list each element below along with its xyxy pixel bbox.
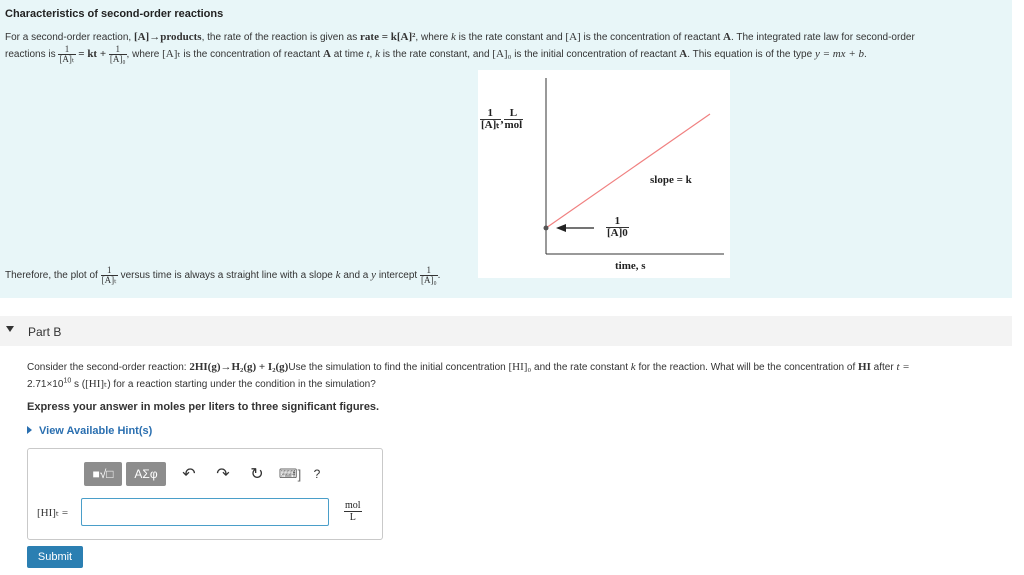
templates-button[interactable]: ■√□ — [84, 462, 122, 486]
fraction-1-over-At: $\frac{1}{\text{[A]ₜ}}$ — [59, 44, 75, 64]
answer-box — [27, 448, 383, 540]
second-order-graph — [478, 70, 730, 278]
equation-toolbar — [84, 462, 330, 486]
intercept-arrow-head — [556, 224, 566, 232]
expand-triangle-icon — [27, 426, 32, 434]
answer-unit: mol L — [345, 500, 361, 523]
therefore-line: Therefore, the plot of $\frac{1}{\text{[A]ₜ}}$ versus time is always a straight line with a slope k and a y intercept $\frac{1}{\text{[A]₀}}$ . — [5, 265, 441, 285]
graph-y-axis-label: $\frac{1}{\text{[A]ₜ}}$ , $\frac{L}{\text{mol}}$ — [481, 107, 523, 131]
graph-intercept-point — [544, 226, 549, 231]
submit-button[interactable]: Submit — [27, 546, 83, 568]
intro-title: Characteristics of second-order reactions — [5, 8, 224, 20]
reset-icon[interactable]: ↻ — [250, 466, 264, 483]
symbols-button[interactable]: ΑΣφ — [126, 462, 166, 486]
answer-label: [HI]ₜ = — [37, 507, 69, 519]
hi-reaction: 2HI(g)→H₂(g) + I₂(g) — [189, 361, 289, 373]
redo-icon[interactable]: ↷ — [216, 466, 230, 483]
part-b-header[interactable] — [0, 316, 1012, 346]
intro-line-2: reactions is $\frac{1}{\text{[A]ₜ}}$ = kt + $\frac{1}{\text{[A]₀}}$ , where [A]ₜ is the concentration of reactant A at time t, k is the rate constant, and [A]₀ is the initial concentration of reactant A. This equation is of the type y = mx + b. — [5, 44, 867, 64]
reaction-expression: [A]→products — [133, 31, 202, 43]
graph-intercept-label: $\frac{1}{[A]0}$ — [607, 215, 628, 239]
view-hints-link[interactable]: View Available Hint(s) — [27, 425, 152, 437]
question-line-1: Consider the second-order reaction: 2HI(g)→H₂(g) + I₂(g)Use the simulation to find the initial concentration [HI]₀ and the rate constant k for the reaction. What will be the concentration of HI after t = — [27, 361, 910, 373]
keyboard-icon[interactable]: ⌨ ] — [278, 466, 302, 482]
undo-icon[interactable]: ↶ — [182, 466, 196, 483]
rate-equation: rate = k[A]² — [360, 31, 416, 43]
fraction-1-over-A0: $\frac{1}{\text{[A]₀}}$ — [109, 44, 126, 64]
express-instructions: Express your answer in moles per liters to three significant figures. — [27, 401, 380, 413]
part-b-label: Part B — [28, 325, 62, 339]
collapse-arrow-icon[interactable] — [6, 326, 14, 332]
graph-svg — [478, 70, 730, 278]
linear-equation: y = mx + b — [814, 48, 864, 61]
intro-line-1: For a second-order reaction, [A]→products, the rate of the reaction is given as rate = k[A]², where k is the rate constant and [A] is the concentration of reactant A. The integrated rate law for second-order — [5, 31, 915, 43]
graph-x-axis-label: time, s — [615, 260, 646, 272]
answer-input[interactable] — [81, 498, 329, 526]
graph-data-line — [546, 114, 710, 228]
help-icon[interactable]: ? — [313, 467, 321, 481]
question-line-2: $2.71\times 10^{10}$ s ([HI]ₜ) for a reaction starting under the condition in the simulation? — [27, 377, 376, 390]
graph-slope-label: slope = k — [650, 174, 692, 186]
